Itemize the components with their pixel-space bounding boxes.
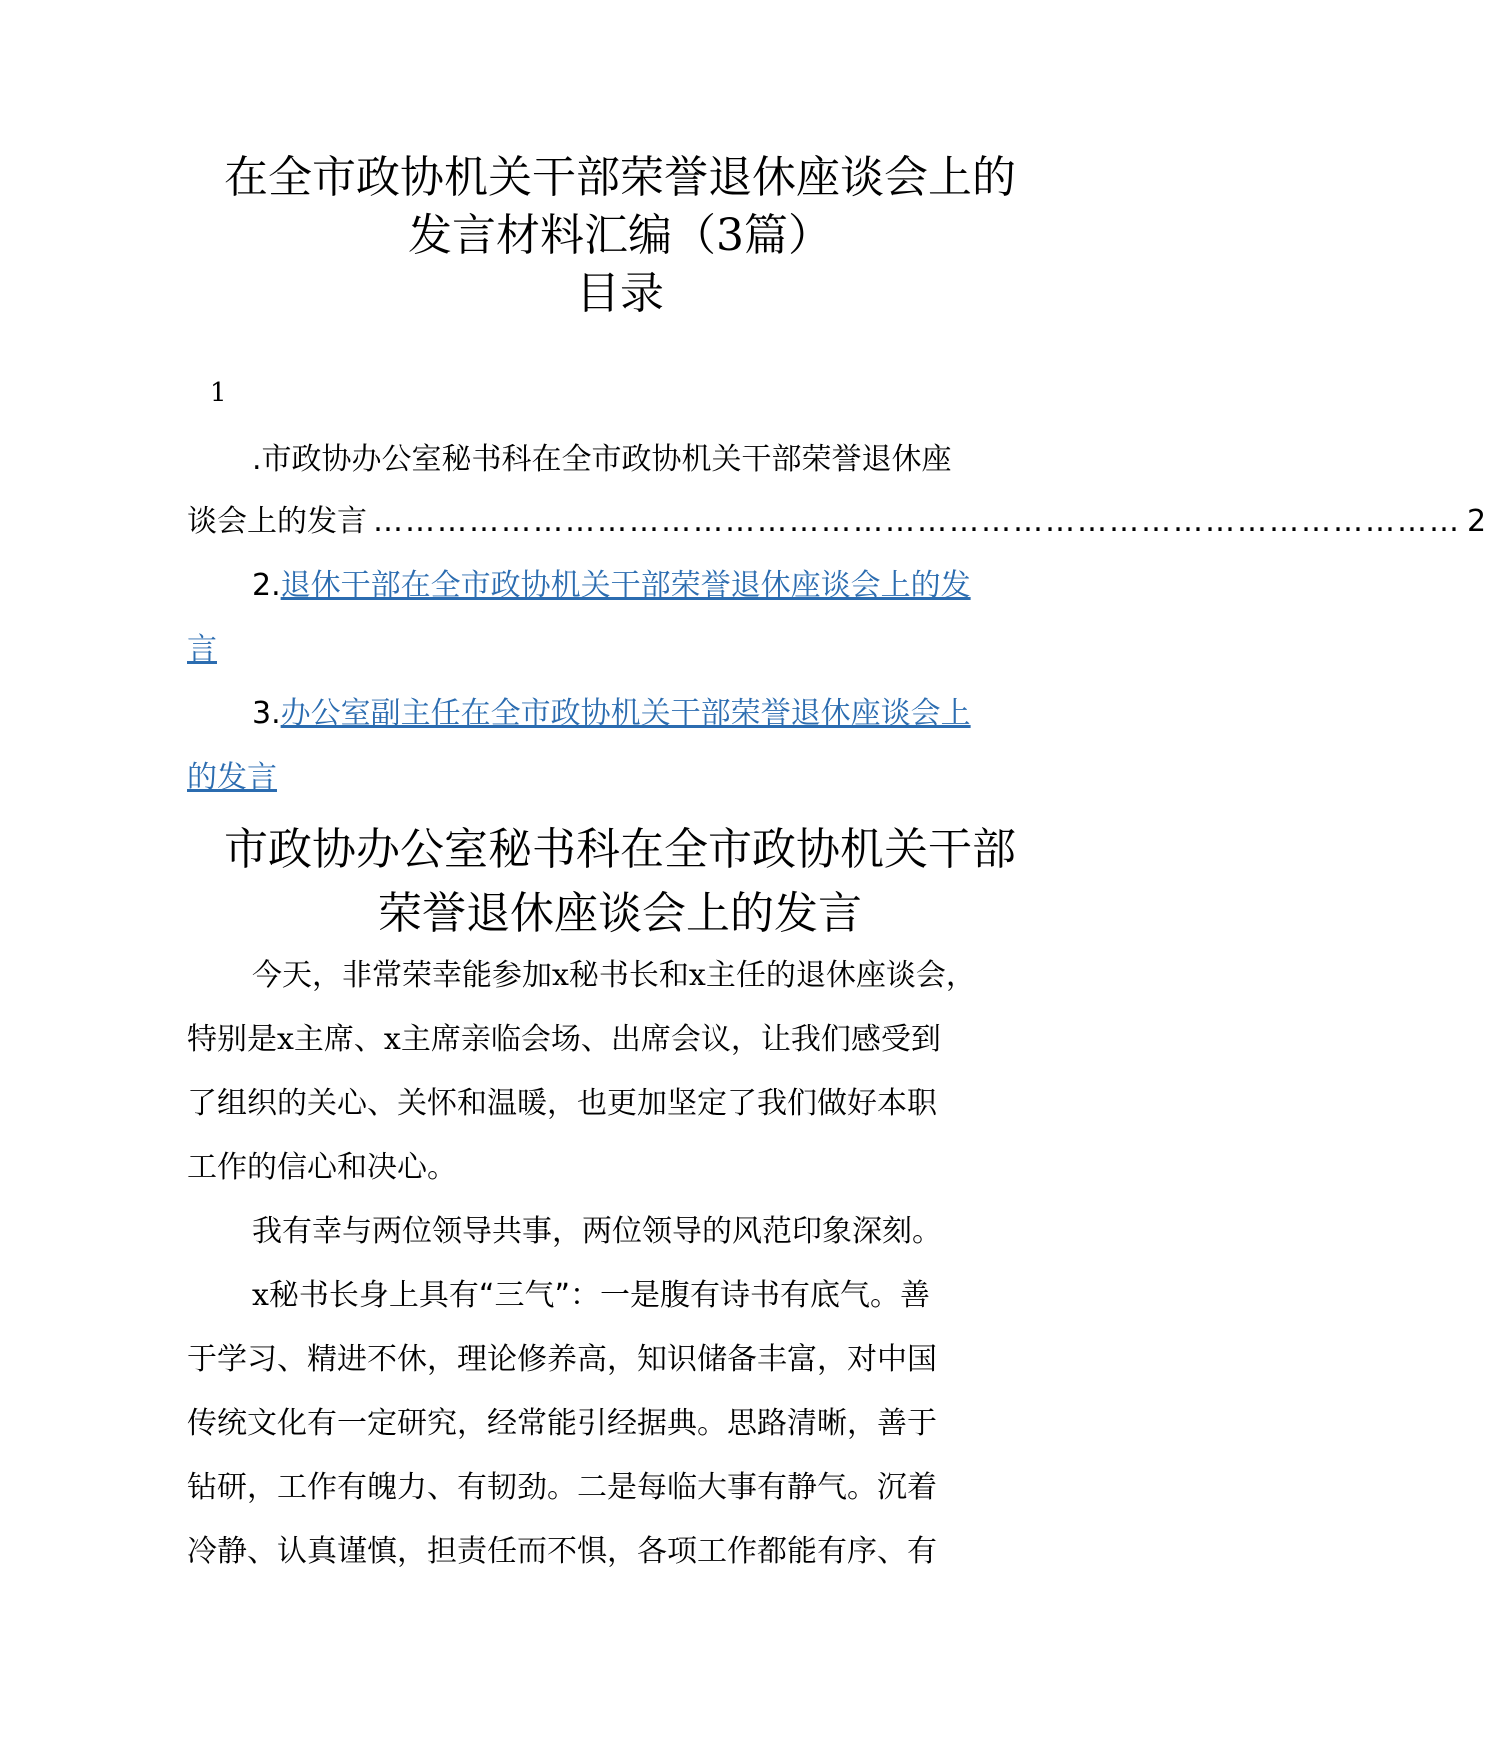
toc-item1-line2[interactable]: [187, 502, 1486, 542]
placeholder-x: x: [383, 1022, 401, 1057]
title-count: 3: [716, 210, 744, 261]
toc-item3-prefix: 3.: [252, 696, 281, 731]
toc-heading: 目录: [576, 268, 664, 319]
document-title-line2: [0, 208, 1240, 264]
toc-item2-link[interactable]: 退休干部在全市政协机关干部荣誉退休座谈会上的发: [280, 568, 971, 603]
title-text-end: 篇）: [744, 210, 832, 261]
paragraph1-line4: 工作的信心和决心。: [187, 1150, 457, 1185]
placeholder-x: x: [552, 958, 569, 993]
paragraph3-line2: 于学习、精进不休，理论修养高，知识储备丰富，对中国: [187, 1342, 937, 1377]
toc-item2-prefix: 2.: [252, 568, 281, 603]
paragraph2-line1: 我有幸与两位领导共事，两位领导的风范印象深刻。: [252, 1214, 942, 1249]
toc-item1-line1[interactable]: .市政协办公室秘书科在全市政协机关干部荣誉退休座: [252, 442, 952, 477]
text: 主席亲临会场、出席会议，让我们感受到: [400, 1022, 941, 1057]
text: 主任的退休座谈会，: [705, 958, 976, 993]
text: 秘书长和: [568, 958, 689, 993]
text: 今天，非常荣幸能参加: [252, 958, 552, 993]
toc-leader-dots: …………………………………………………………………………………………: [373, 504, 1461, 539]
paragraph3-line1: [252, 1276, 930, 1316]
toc-item3-line2[interactable]: [187, 758, 277, 798]
placeholder-x: x: [688, 958, 706, 993]
document-title-line1: 在全市政协机关干部荣誉退休座谈会上的: [224, 152, 1016, 203]
section-heading-line2: 荣誉退休座谈会上的发言: [378, 888, 862, 939]
paragraph3-line4: 钻研，工作有魄力、有韧劲。二是每临大事有静气。沉着: [187, 1470, 937, 1505]
toc-item3-link-cont[interactable]: 的发言: [187, 760, 277, 795]
text: 特别是: [187, 1022, 277, 1057]
title-text: 发言材料汇编（: [408, 210, 716, 261]
toc-item1-text: 谈会上的发言: [187, 504, 367, 539]
toc-item2-line2[interactable]: [187, 630, 217, 670]
paragraph1-line2: [187, 1020, 941, 1060]
toc-item3-line1[interactable]: [252, 694, 971, 734]
section-heading-line1: 市政协办公室秘书科在全市政协机关干部: [224, 824, 1016, 875]
toc-item2-line1[interactable]: [252, 566, 971, 606]
toc-item1-page: 2: [1467, 504, 1486, 539]
paragraph3-line3: 传统文化有一定研究，经常能引经据典。思路清晰，善于: [187, 1406, 937, 1441]
toc-item3-link[interactable]: 办公室副主任在全市政协机关干部荣誉退休座谈会上: [280, 696, 971, 731]
text: 秘书长身上具有“三气”：一是腹有诗书有底气。善: [268, 1278, 931, 1313]
toc-item1-number: 1: [210, 378, 227, 408]
placeholder-x: x: [252, 1278, 269, 1313]
placeholder-x: x: [277, 1022, 294, 1057]
paragraph1-line3: 了组织的关心、关怀和温暖，也更加坚定了我们做好本职: [187, 1086, 937, 1121]
toc-item2-link-cont[interactable]: 言: [187, 632, 217, 667]
paragraph1-line1: [252, 956, 976, 996]
paragraph3-line5: 冷静、认真谨慎，担责任而不惧，各项工作都能有序、有: [187, 1534, 937, 1569]
text: 主席、: [293, 1022, 384, 1057]
